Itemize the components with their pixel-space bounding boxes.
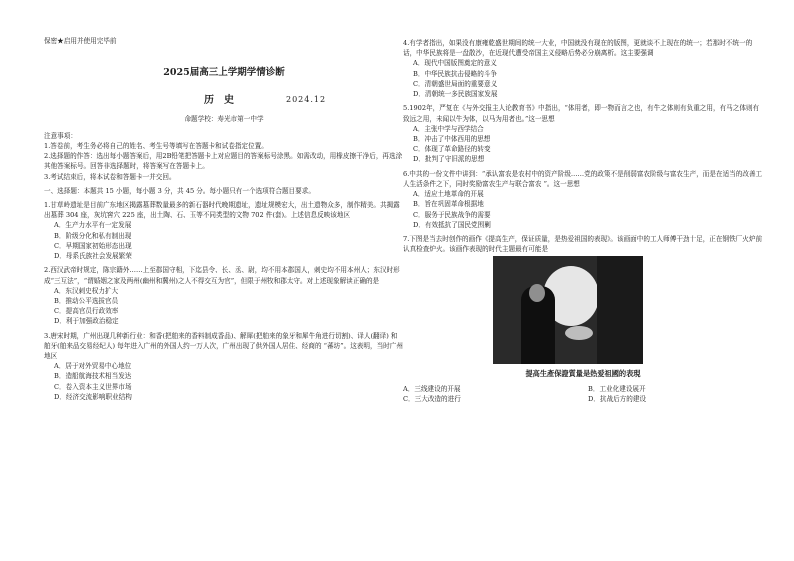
option: C．清朝盛世局面的重要意义 (413, 79, 498, 88)
option: D．清朝统一多民族国家发展 (413, 90, 498, 99)
question-2 (44, 265, 404, 326)
question-stem: 5.1902年，严复在《与外交报主人论教育书》中指出，“体用者，即一物而言之也，有牛之体则有负重之用，有马之体则有致远之用，未闻以牛为体，以马为用者也。”这一思想 (403, 104, 760, 123)
option: B．中华民族抗击侵略的斗争 (413, 69, 497, 78)
option: A．适应土地革命的开展 (413, 190, 484, 199)
options-grid (403, 384, 763, 404)
question-1 (44, 200, 404, 261)
option: D．有效抵抗了国民党围剿 (413, 220, 491, 229)
option: A．生产力水平有一定发展 (54, 221, 132, 230)
option: B．旨在巩固革命根据地 (413, 200, 484, 209)
school-line: 命题学校：寿光市第一中学 (184, 115, 264, 124)
option: C．体现了革命路径的转变 (413, 145, 491, 154)
painting-image (493, 256, 643, 364)
option: B．推动公平选拔官员 (54, 296, 119, 305)
note-item: 3.考试结束后，将本试卷和答题卡一并交回。 (44, 172, 176, 181)
question-stem: 2.西汉武帝时规定，陈宗籍外……上至郡国守相，下迄县令、长、丞、尉，均不用本郡国人，刺史均不用本州人；东汉时形成“三互法”，“谓婚姻之家及两州(幽州和冀州)之人不得交互为官”，但限于州牧和郡太守。对上述现象解读正确的是 (44, 266, 400, 285)
question-6 (403, 169, 763, 230)
subject-line (44, 93, 404, 109)
note-item: 1.答卷前，考生务必将自己的姓名、考生号等填写在答题卡和试卷指定位置。 (44, 141, 268, 150)
option: B．工业化建设展开 (588, 384, 646, 393)
notes-heading: 注意事项： (44, 131, 77, 140)
exam-date: 2024.12 (286, 94, 327, 104)
option: B．阶级分化和私有制出现 (54, 231, 132, 240)
exam-title: 2025届高三上学期学情诊断 (163, 67, 285, 79)
section-heading: 一、选择题：本题共 15 小题，每小题 3 分，共 45 分。每小题只有一个选项符合题目要求。 (44, 186, 315, 195)
painting-caption: 提高生產保證質量是热爱祖國的表現 (525, 369, 641, 379)
subject-name: 历史 (204, 94, 244, 106)
question-stem: 6.中共的一份文件中讲到：“承认富农是农村中的资产阶级……党的政策不是削弱富农阶级与富农生产，而是在适当的改善工人生活条件之下，同时奖励富农生产与联合富农 ”。这一思想 (403, 169, 763, 188)
option: A．现代中国版图奠定的意义 (413, 59, 497, 68)
option: B．冲击了中体西用的思想 (413, 134, 491, 143)
left-column (44, 32, 404, 402)
right-column (403, 32, 763, 404)
option: C．卷入资本主义世界市场 (54, 382, 132, 391)
option: D．利于加强政治稳定 (54, 317, 119, 326)
option: C．服务于民族战争的需要 (413, 210, 491, 219)
option: A．居于对外贸易中心地位 (54, 362, 132, 371)
option: A．东汉刺史权力扩大 (54, 286, 119, 295)
option: D．经济交流影响职业结构 (54, 392, 132, 401)
option: A．主张中学与西学结合 (413, 124, 484, 133)
option: B．造船航海技术相当发达 (54, 372, 132, 381)
secret-note: 保密★启用并使用完毕前 (44, 37, 117, 45)
furnace-wall (597, 256, 643, 364)
question-stem: 1.甘草岭遗址是目前广东地区揭露墓葬数量最多的新石器时代晚期遗址，遗址规模宏大，出土遗物众多，制作精美。共揭露出墓葬 304 座，灰坑窖穴 225 座，出土陶、石、玉等不同类型的文物 702 件(套)。上述信息反映该地区 (44, 200, 400, 220)
question-4 (403, 38, 763, 99)
option: C．三大改造的进行 (403, 394, 461, 403)
option: D．母系氏族社会发展繁荣 (54, 252, 132, 261)
option: D．抗战后方的建设 (588, 394, 647, 403)
option: D．批判了守旧派的思想 (413, 155, 485, 164)
note-item: 2.选择题的作答：选出每小题答案后，用2B铅笔把答题卡上对应题目的答案标号涂黑。如需改动，用橡皮擦干净后，再选涂其他答案标号。回答非选择题时，将答案写在答题卡上。 (44, 152, 403, 171)
option: A．三线建设的开展 (403, 384, 461, 393)
question-stem: 3.唐宋时期，广州出现几种新行业：和香(把舶来的香料制成香品)、解犀(把舶来的象牙和犀牛角进行切割)、译人(翻译) 和舶牙(舶来品交易经纪人) 每年进入广州的外国人约一万人次，广州出现了供外国人居住、经商的 “蕃坊”。这表明，当时广州地区 (44, 331, 403, 361)
sparks (565, 326, 593, 340)
option: C．早期国家初始形态出现 (54, 241, 132, 250)
option: C．提高官员行政效率 (54, 307, 119, 316)
question-3 (44, 331, 404, 403)
question-5 (403, 103, 763, 164)
question-stem: 4.有学者指出，如果没有康雍乾盛世期间的统一大业，中国就没有现在的版图，更就谈不上现在的统一；若那时不统一的话，中华民族将是一盘散沙，在近现代遭受帝国主义侵略后势必分崩离析。这主要强调 (403, 39, 753, 58)
question-stem: 7.下图是当去时创作的画作《提高生产，保证质量，是热爱祖国的表现》。该画面中的工人师傅干劲十足，正在钢铁厂火炉前认真检查炉火。该画作表现的时代主题最有可能是 (403, 234, 763, 254)
question-7 (403, 234, 763, 404)
